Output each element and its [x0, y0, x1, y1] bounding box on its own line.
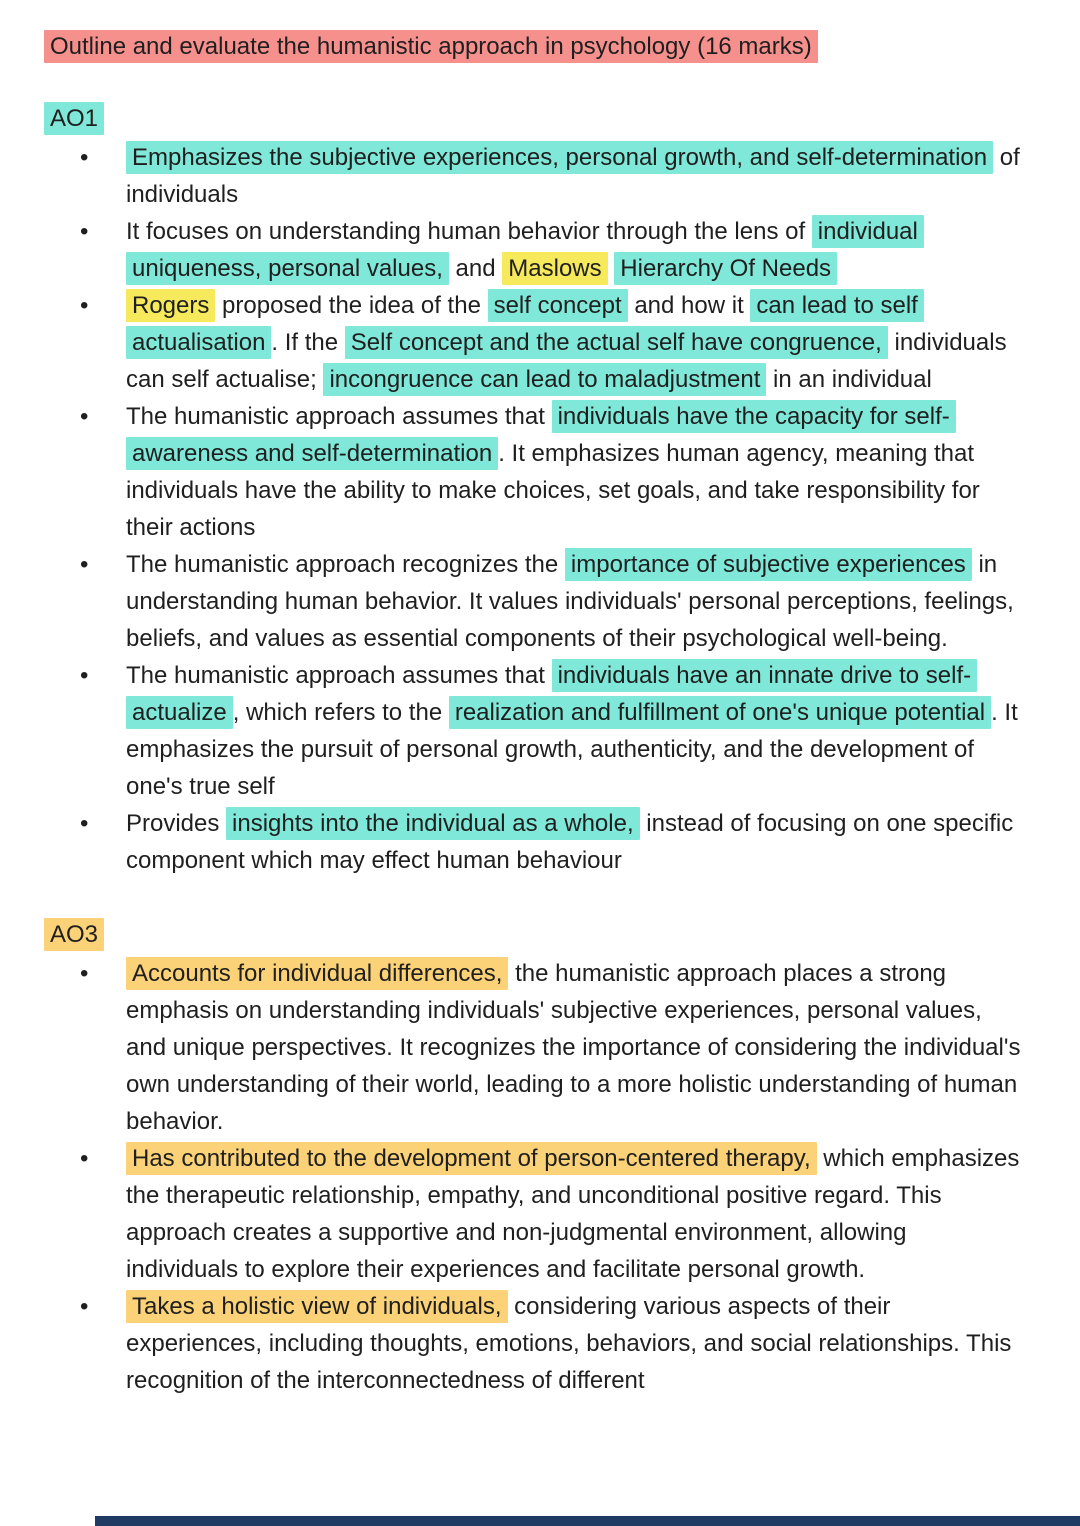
highlighted-segment: Emphasizes the subjective experiences, personal growth, and self-determination	[126, 141, 993, 174]
list-item	[44, 657, 1022, 805]
bullet-marker: •	[80, 218, 89, 245]
list-item	[44, 213, 1022, 287]
highlighted-segment: incongruence can lead to maladjustment	[323, 363, 766, 396]
text-segment: instead of focusing on one specific component which may effect human behaviour	[126, 810, 1014, 874]
text-segment: . If the	[271, 329, 345, 356]
highlighted-segment: individuals have an innate drive to self-actualize	[126, 659, 977, 729]
bullet-text	[126, 213, 1022, 287]
text-segment: It focuses on understanding human behavior through the lens of	[126, 218, 812, 245]
highlighted-segment: Accounts for individual differences,	[126, 957, 508, 990]
section-ao1	[44, 100, 1022, 879]
text-segment: considering various aspects of their experiences, including thoughts, emotions, behaviors, and social relationships. This recognition of the interconnectedness of different	[126, 1293, 1012, 1394]
section-label-line	[44, 916, 1022, 953]
text-segment: , which refers to the	[232, 699, 449, 726]
bottom-dark-bar	[95, 1516, 1080, 1526]
text-segment: which emphasizes the therapeutic relationship, empathy, and unconditional positive regard. This approach creates a supportive and non-judgmental environment, allowing individuals to explore their experiences and facilitate personal growth.	[126, 1145, 1020, 1283]
text-segment: in understanding human behavior. It values individuals' personal perceptions, feelings, beliefs, and values as essential components of their psychological well-being.	[126, 551, 1014, 652]
bullet-marker: •	[80, 810, 89, 837]
page-title	[44, 28, 1022, 65]
page-title-text: Outline and evaluate the humanistic approach in psychology (16 marks)	[44, 30, 818, 63]
highlighted-segment: individual uniqueness, personal values,	[126, 215, 924, 285]
bullet-text	[126, 1140, 1022, 1288]
list-item	[44, 139, 1022, 213]
highlighted-segment: Hierarchy Of Needs	[614, 252, 837, 285]
bullet-marker: •	[80, 1145, 89, 1172]
bullet-marker: •	[80, 403, 89, 430]
text-segment: and how it	[627, 292, 751, 319]
highlighted-segment: Self concept and the actual self have congruence,	[345, 326, 888, 359]
list-item	[44, 805, 1022, 879]
bullet-list	[44, 139, 1022, 879]
text-segment: The humanistic approach assumes that	[126, 662, 552, 689]
section-label: AO1	[44, 102, 104, 135]
list-item	[44, 398, 1022, 546]
bullet-marker: •	[80, 551, 89, 578]
highlighted-segment: Has contributed to the development of person-centered therapy,	[126, 1142, 817, 1175]
text-segment: and	[448, 255, 503, 282]
highlighted-segment: importance of subjective experiences	[565, 548, 972, 581]
bullet-text	[126, 1288, 1022, 1399]
bullet-list	[44, 955, 1022, 1399]
list-item	[44, 955, 1022, 1140]
bullet-marker: •	[80, 144, 89, 171]
sections-container	[44, 100, 1022, 1399]
text-segment: . It emphasizes the pursuit of personal growth, authenticity, and the development of one's true self	[126, 699, 1018, 800]
text-segment: in an individual	[766, 366, 932, 393]
bullet-text	[126, 287, 1022, 398]
list-item	[44, 287, 1022, 398]
text-segment: individuals can self actualise;	[126, 329, 1007, 393]
bullet-marker: •	[80, 960, 89, 987]
highlighted-segment: Takes a holistic view of individuals,	[126, 1290, 508, 1323]
text-segment: the humanistic approach places a strong emphasis on understanding individuals' subjective experiences, personal values, and unique perspectives. It recognizes the importance of considering the individual's own understanding of their world, leading to a more holistic understanding of human behavior.	[126, 960, 1021, 1135]
bullet-text	[126, 139, 1022, 213]
bullet-marker: •	[80, 662, 89, 689]
list-item	[44, 1140, 1022, 1288]
list-item	[44, 1288, 1022, 1399]
text-segment: . It emphasizes human agency, meaning that individuals have the ability to make choices, set goals, and take responsibility for their actions	[126, 440, 980, 541]
highlighted-segment: realization and fulfillment of one's unique potential	[449, 696, 991, 729]
text-segment: of individuals	[126, 144, 1020, 208]
text-segment: The humanistic approach recognizes the	[126, 551, 565, 578]
bullet-text	[126, 805, 1022, 879]
highlighted-segment: individuals have the capacity for self-awareness and self-determination	[126, 400, 956, 470]
highlighted-segment: can lead to self actualisation	[126, 289, 924, 359]
text-segment: proposed the idea of the	[215, 292, 488, 319]
highlighted-segment: insights into the individual as a whole,	[226, 807, 640, 840]
highlighted-segment: self concept	[488, 289, 628, 322]
text-segment: The humanistic approach assumes that	[126, 403, 552, 430]
bullet-text	[126, 657, 1022, 805]
text-segment: Provides	[126, 810, 227, 837]
highlighted-segment: Rogers	[126, 289, 215, 322]
section-label: AO3	[44, 918, 104, 951]
list-item	[44, 546, 1022, 657]
bullet-marker: •	[80, 1293, 89, 1320]
bullet-text	[126, 955, 1022, 1140]
bullet-text	[126, 398, 1022, 546]
bullet-text	[126, 546, 1022, 657]
bullet-marker: •	[80, 292, 89, 319]
section-label-line	[44, 100, 1022, 137]
section-ao3	[44, 916, 1022, 1399]
highlighted-segment: Maslows	[502, 252, 607, 285]
